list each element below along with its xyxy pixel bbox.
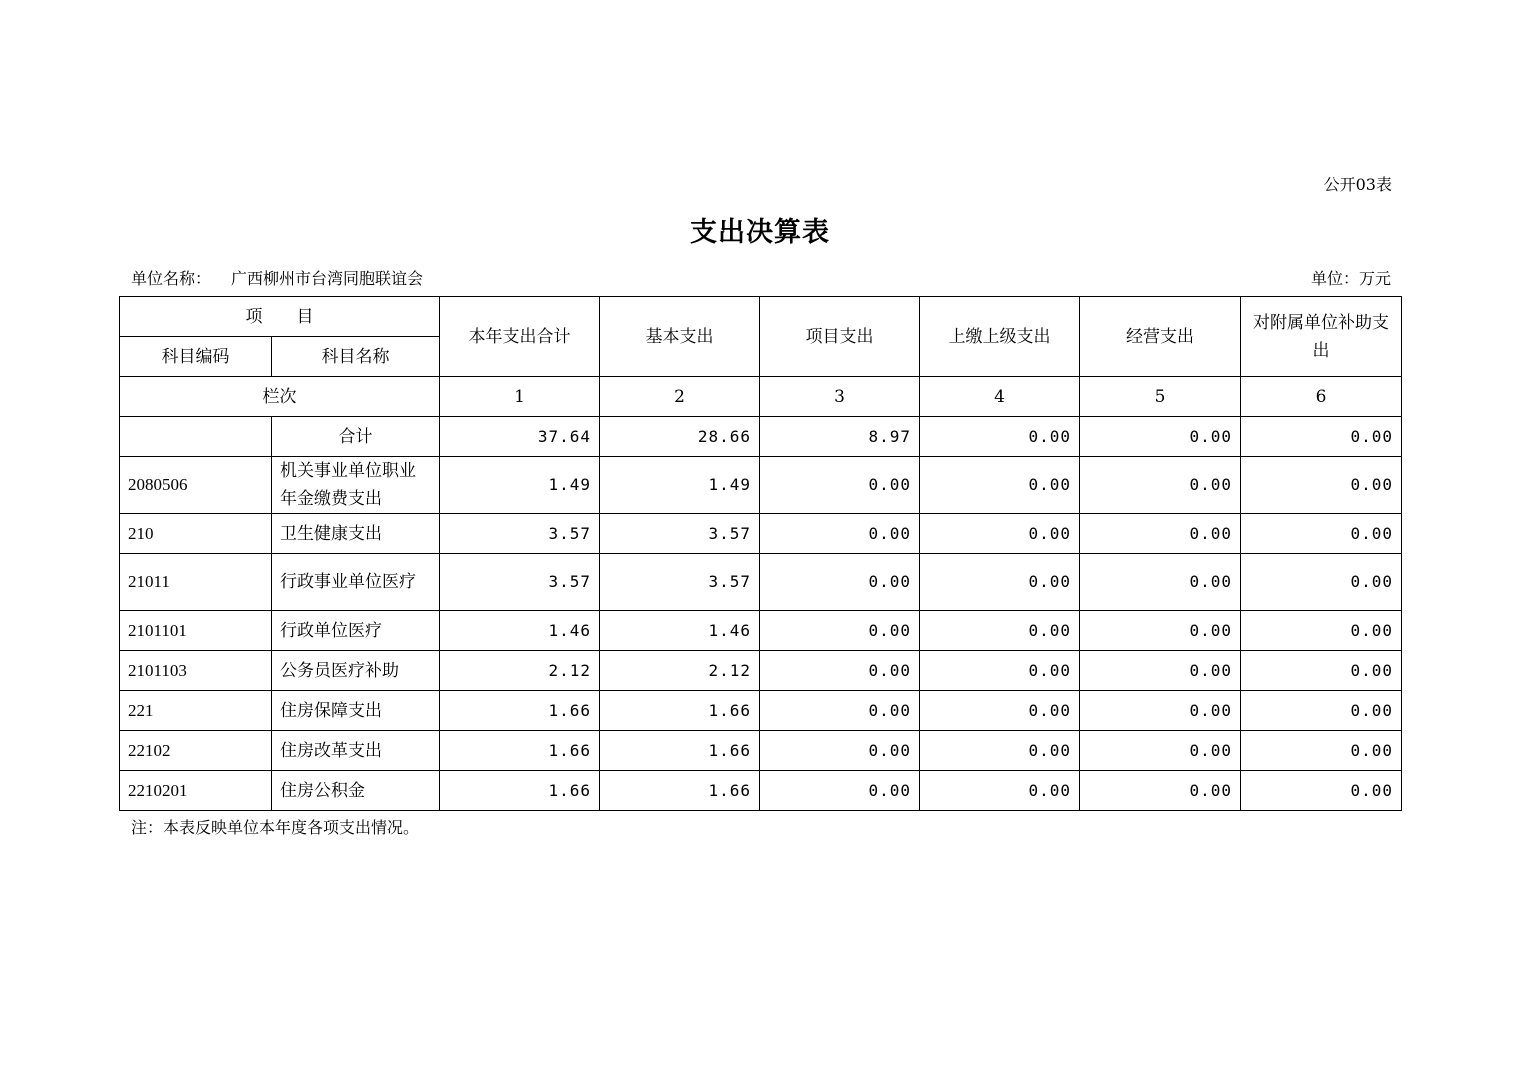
row-value: 1.66 <box>600 691 760 731</box>
row-value: 3.57 <box>600 554 760 611</box>
row-value: 0.00 <box>920 554 1080 611</box>
table-note: 注：本表反映单位本年度各项支出情况。 <box>131 818 420 837</box>
row-value: 1.66 <box>440 691 600 731</box>
row-code: 21011 <box>120 554 272 611</box>
table-row <box>120 731 1402 771</box>
row-value: 3.57 <box>440 554 600 611</box>
row-name: 行政单位医疗 <box>272 611 440 651</box>
header-project: 项目支出 <box>760 297 920 377</box>
row-value: 1.49 <box>600 457 760 514</box>
header-total: 本年支出合计 <box>440 297 600 377</box>
row-value: 0.00 <box>1241 731 1402 771</box>
total-value: 0.00 <box>920 417 1080 457</box>
row-value: 1.49 <box>440 457 600 514</box>
row-value: 0.00 <box>1080 771 1241 811</box>
row-code: 221 <box>120 691 272 731</box>
table-row <box>120 611 1402 651</box>
page-title: 支出决算表 <box>690 217 830 248</box>
row-value: 0.00 <box>1241 554 1402 611</box>
row-value: 0.00 <box>1080 611 1241 651</box>
header-upper: 上缴上级支出 <box>920 297 1080 377</box>
column-index-cell: 3 <box>760 377 920 417</box>
row-value: 0.00 <box>920 611 1080 651</box>
row-value: 3.57 <box>440 514 600 554</box>
row-value: 0.00 <box>760 731 920 771</box>
row-value: 0.00 <box>1241 771 1402 811</box>
table-row <box>120 457 1402 514</box>
row-value: 1.46 <box>440 611 600 651</box>
header-name: 科目名称 <box>272 337 440 377</box>
row-value: 0.00 <box>920 457 1080 514</box>
row-value: 0.00 <box>760 554 920 611</box>
table-row <box>120 514 1402 554</box>
org-name: 广西柳州市台湾同胞联谊会 <box>231 269 424 288</box>
column-index-cell: 5 <box>1080 377 1241 417</box>
row-value: 0.00 <box>760 691 920 731</box>
row-name: 住房公积金 <box>272 771 440 811</box>
row-value: 0.00 <box>760 514 920 554</box>
table-row <box>120 554 1402 611</box>
row-name: 卫生健康支出 <box>272 514 440 554</box>
row-name: 住房保障支出 <box>272 691 440 731</box>
header-code: 科目编码 <box>120 337 272 377</box>
row-value: 0.00 <box>1080 554 1241 611</box>
row-name: 机关事业单位职业年金缴费支出 <box>272 457 440 514</box>
table-row <box>120 651 1402 691</box>
row-value: 0.00 <box>1241 611 1402 651</box>
column-index-label: 栏次 <box>120 377 440 417</box>
row-value: 0.00 <box>920 771 1080 811</box>
row-value: 0.00 <box>760 651 920 691</box>
row-value: 1.66 <box>600 731 760 771</box>
total-value: 37.64 <box>440 417 600 457</box>
total-value: 0.00 <box>1080 417 1241 457</box>
row-value: 0.00 <box>1080 514 1241 554</box>
column-index-cell: 1 <box>440 377 600 417</box>
row-value: 0.00 <box>1080 651 1241 691</box>
row-name: 公务员医疗补助 <box>272 651 440 691</box>
header-row-1 <box>120 297 1402 337</box>
row-value: 0.00 <box>1080 731 1241 771</box>
table-row <box>120 691 1402 731</box>
expenditure-table <box>119 296 1402 811</box>
header-subsidy: 对附属单位补助支出 <box>1241 297 1402 377</box>
row-name: 住房改革支出 <box>272 731 440 771</box>
org-label: 单位名称： <box>131 269 212 288</box>
unit-info-row <box>131 266 1391 290</box>
column-index-cell: 2 <box>600 377 760 417</box>
row-value: 0.00 <box>1241 651 1402 691</box>
total-value: 28.66 <box>600 417 760 457</box>
header-business: 经营支出 <box>1080 297 1241 377</box>
column-index-row <box>120 377 1402 417</box>
row-value: 1.66 <box>600 771 760 811</box>
total-code-cell <box>120 417 272 457</box>
row-value: 2.12 <box>440 651 600 691</box>
total-label: 合计 <box>272 417 440 457</box>
row-code: 2101101 <box>120 611 272 651</box>
row-value: 0.00 <box>920 731 1080 771</box>
row-code: 2101103 <box>120 651 272 691</box>
row-value: 0.00 <box>760 771 920 811</box>
row-value: 0.00 <box>1241 457 1402 514</box>
column-index-cell: 6 <box>1241 377 1402 417</box>
header-item: 项 目 <box>120 297 440 337</box>
total-value: 8.97 <box>760 417 920 457</box>
header-basic: 基本支出 <box>600 297 760 377</box>
row-value: 0.00 <box>1080 457 1241 514</box>
form-code: 公开03表 <box>1323 175 1392 194</box>
row-value: 1.66 <box>440 771 600 811</box>
row-value: 3.57 <box>600 514 760 554</box>
row-value: 1.66 <box>440 731 600 771</box>
row-value: 1.46 <box>600 611 760 651</box>
row-value: 0.00 <box>1241 691 1402 731</box>
total-value: 0.00 <box>1241 417 1402 457</box>
row-value: 2.12 <box>600 651 760 691</box>
row-code: 22102 <box>120 731 272 771</box>
column-index-cell: 4 <box>920 377 1080 417</box>
row-value: 0.00 <box>760 611 920 651</box>
row-value: 0.00 <box>1241 514 1402 554</box>
table-row <box>120 771 1402 811</box>
row-code: 2210201 <box>120 771 272 811</box>
row-value: 0.00 <box>920 651 1080 691</box>
row-code: 2080506 <box>120 457 272 514</box>
row-value: 0.00 <box>760 457 920 514</box>
row-value: 0.00 <box>920 691 1080 731</box>
row-name: 行政事业单位医疗 <box>272 554 440 611</box>
total-row <box>120 417 1402 457</box>
currency-unit: 单位：万元 <box>1310 269 1391 288</box>
row-value: 0.00 <box>920 514 1080 554</box>
row-code: 210 <box>120 514 272 554</box>
row-value: 0.00 <box>1080 691 1241 731</box>
